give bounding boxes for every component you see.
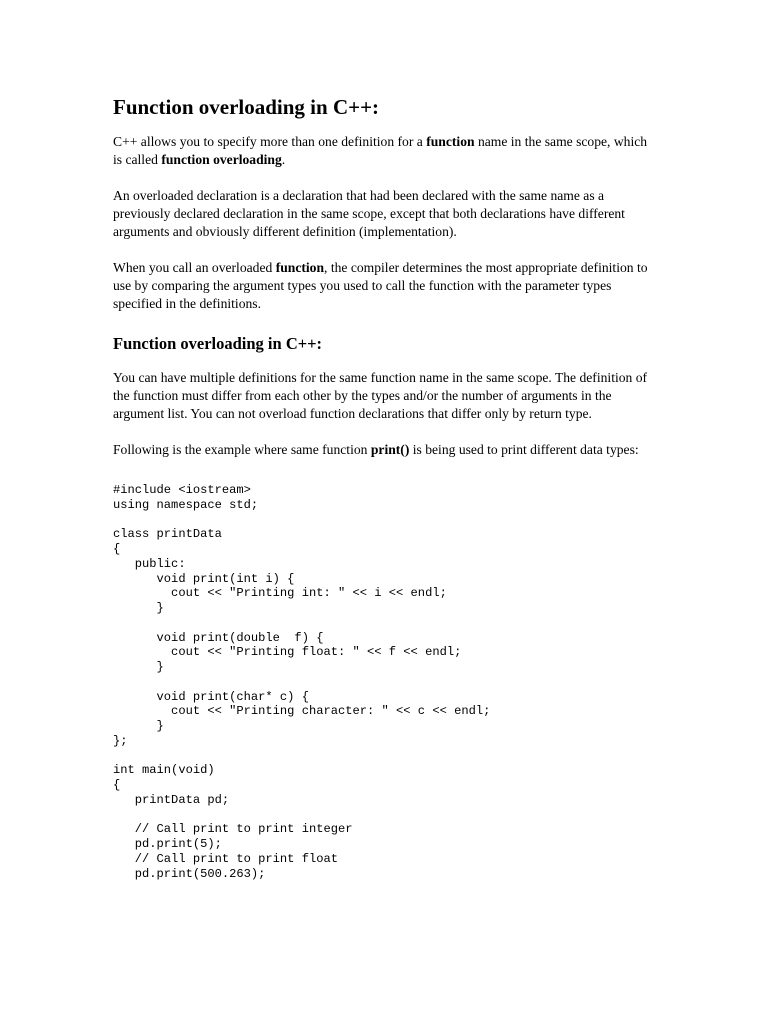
text-run: name in the same scope, which is called [113,134,648,167]
code-line: #include <iostream> [113,483,251,497]
text-run: An overloaded declaration is a declaration that had been declared with the same name as a previously declared declaration in the same scope, except that both declarations have different arguments and obviously different definition (implementation). [113,188,625,239]
code-line: void print(char* c) { [113,689,309,704]
text-run: is being used to print different data types: [409,442,639,457]
bold-term: function [426,134,475,149]
code-line: pd.print(500.263); [113,866,266,881]
code-line: int main(void) [113,763,215,778]
code-line: // Call print to print integer [113,822,353,837]
code-line: pd.print(5); [113,837,222,851]
text-run: C++ allows you to specify more than one definition for a [113,134,427,149]
code-line: cout << "Printing float: " << f << endl; [113,645,462,660]
bold-term: print() [370,442,410,457]
document-title: Function overloading in C++: [113,95,380,119]
code-line: class printData [113,527,222,542]
paragraph-example-intro [113,441,653,459]
code-line [113,675,653,690]
code-line [113,513,653,528]
code-line: using namespace std; [113,497,259,512]
section-heading: Function overloading in C++: [113,334,323,353]
code-line: } [113,719,164,733]
code-example [113,483,653,881]
body-section [113,369,653,459]
text-run: , the compiler determines the most appropriate definition to use by comparing the argument types you used to call the function with the parameter types specified in the definitions. [113,260,648,311]
paragraph-overloading-definition [113,133,653,169]
code-line: { [113,542,121,556]
code-line: // Call print to print float [113,851,338,866]
text-run: Following is the example where same function [113,442,371,457]
code-line: cout << "Printing character: " << c << endl; [113,704,491,719]
code-line: void print(int i) { [113,571,295,586]
paragraph-compiler-resolution [113,259,653,313]
code-line: } [113,601,164,615]
text-run: When you call an overloaded [113,260,276,275]
code-line: cout << "Printing int: " << i << endl; [113,586,447,601]
code-line [113,808,653,823]
code-line: { [113,778,121,792]
bold-term: function [275,260,325,275]
text-run: . [281,152,286,167]
bold-term: function overloading [161,152,282,167]
code-line: public: [113,556,186,571]
code-line: }; [113,733,128,748]
text-run: You can have multiple definitions for the same function name in the same scope. The definition of the function must differ from each other by the types and/or the number of arguments in the argument list. You can not overload function declarations that differ only by return type. [113,370,648,421]
paragraph-overloaded-declaration [113,187,653,241]
paragraph-multiple-definitions [113,369,653,423]
code-line: printData pd; [113,792,230,807]
document-page [113,94,653,881]
code-line: } [113,660,164,674]
code-line: void print(double f) { [113,630,324,645]
code-line [113,616,653,631]
intro-section [113,133,653,313]
code-line [113,749,653,764]
